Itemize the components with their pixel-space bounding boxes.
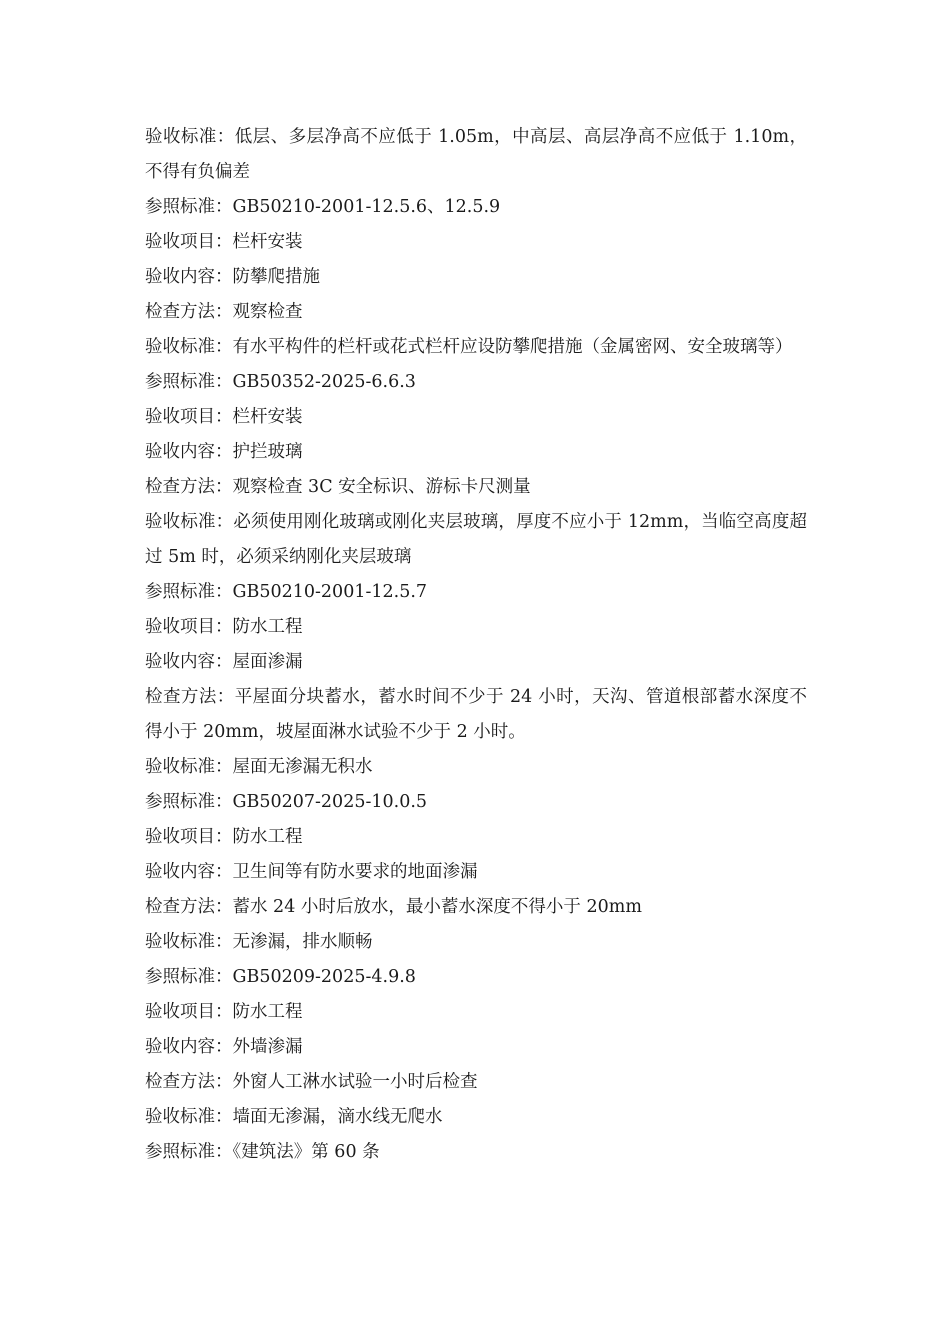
paragraph: 检查方法：观察检查 — [145, 302, 303, 322]
paragraph: 验收标准：屋面无渗漏无积水 — [145, 757, 373, 777]
paragraph: 验收标准：低层、多层净高不应低于 1.05m，中高层、高层净高不应低于 1.10m，不得有负偏差 — [145, 127, 807, 182]
paragraph: 验收项目：栏杆安装 — [145, 407, 303, 427]
paragraph: 检查方法：外窗人工淋水试验一小时后检查 — [145, 1072, 478, 1092]
paragraph: 参照标准：GB50209-2025-4.9.8 — [145, 967, 416, 987]
paragraph: 验收项目：防水工程 — [145, 827, 303, 847]
paragraph: 验收项目：防水工程 — [145, 1002, 303, 1022]
paragraph: 验收内容：防攀爬措施 — [145, 267, 320, 287]
paragraph: 参照标准：GB50210-2001-12.5.7 — [145, 582, 428, 602]
paragraph: 验收标准：墙面无渗漏，滴水线无爬水 — [145, 1107, 443, 1127]
paragraph: 验收标准：无渗漏，排水顺畅 — [145, 932, 373, 952]
paragraph: 检查方法：蓄水 24 小时后放水，最小蓄水深度不得小于 20mm — [145, 897, 642, 917]
paragraph: 验收内容：屋面渗漏 — [145, 652, 303, 672]
paragraph: 参照标准：GB50207-2025-10.0.5 — [145, 792, 428, 812]
paragraph: 参照标准：GB50352-2025-6.6.3 — [145, 372, 416, 392]
paragraph: 验收内容：外墙渗漏 — [145, 1037, 303, 1057]
paragraph: 验收标准：有水平构件的栏杆或花式栏杆应设防攀爬措施（金属密网、安全玻璃等） — [145, 337, 793, 357]
paragraph: 参照标准：《建筑法》第 60 条 — [145, 1142, 380, 1162]
document-body — [145, 120, 807, 1170]
paragraph: 验收标准：必须使用刚化玻璃或刚化夹层玻璃，厚度不应小于 12mm，当临空高度超过 5m 时，必须采纳刚化夹层玻璃 — [145, 512, 807, 567]
paragraph: 验收项目：防水工程 — [145, 617, 303, 637]
paragraph: 参照标准：GB50210-2001-12.5.6、12.5.9 — [145, 197, 501, 217]
paragraph: 验收内容：卫生间等有防水要求的地面渗漏 — [145, 862, 478, 882]
paragraph: 验收内容：护拦玻璃 — [145, 442, 303, 462]
paragraph: 验收项目：栏杆安装 — [145, 232, 303, 252]
paragraph: 检查方法：平屋面分块蓄水，蓄水时间不少于 24 小时，天沟、管道根部蓄水深度不得小于 20mm，坡屋面淋水试验不少于 2 小时。 — [145, 687, 807, 742]
paragraph: 检查方法：观察检查 3C 安全标识、游标卡尺测量 — [145, 477, 531, 497]
